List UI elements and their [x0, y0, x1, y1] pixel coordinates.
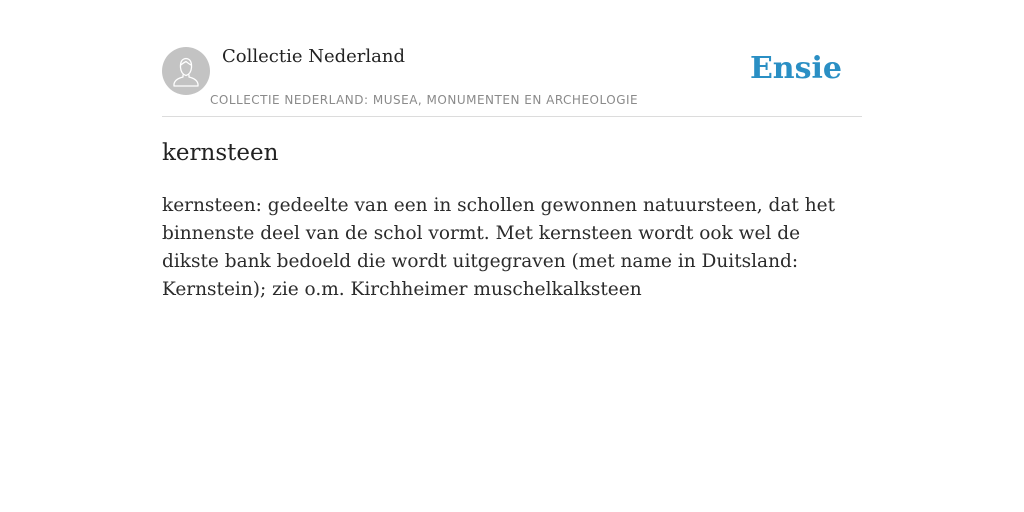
article-card — [162, 0, 862, 512]
user-icon — [162, 47, 210, 95]
article-title: kernsteen — [162, 140, 279, 166]
article-body: kernsteen: gedeelte van een in schollen gewonnen natuursteen, dat het binnenste deel van de schol vormt. Met kernsteen wordt ook wel de dikste bank bedoeld die wordt uitgegraven (met name in Duitsland: Kernstein); zie o.m. Kirchheimer muschelkalksteen — [162, 195, 836, 300]
author-header — [162, 0, 862, 117]
avatar[interactable] — [162, 47, 210, 95]
author-subtitle: COLLECTIE NEDERLAND: MUSEA, MONUMENTEN EN ARCHEOLOGIE — [210, 93, 639, 107]
author-name[interactable]: Collectie Nederland — [222, 46, 406, 67]
brand-logo-link[interactable]: Ensie — [749, 51, 842, 86]
